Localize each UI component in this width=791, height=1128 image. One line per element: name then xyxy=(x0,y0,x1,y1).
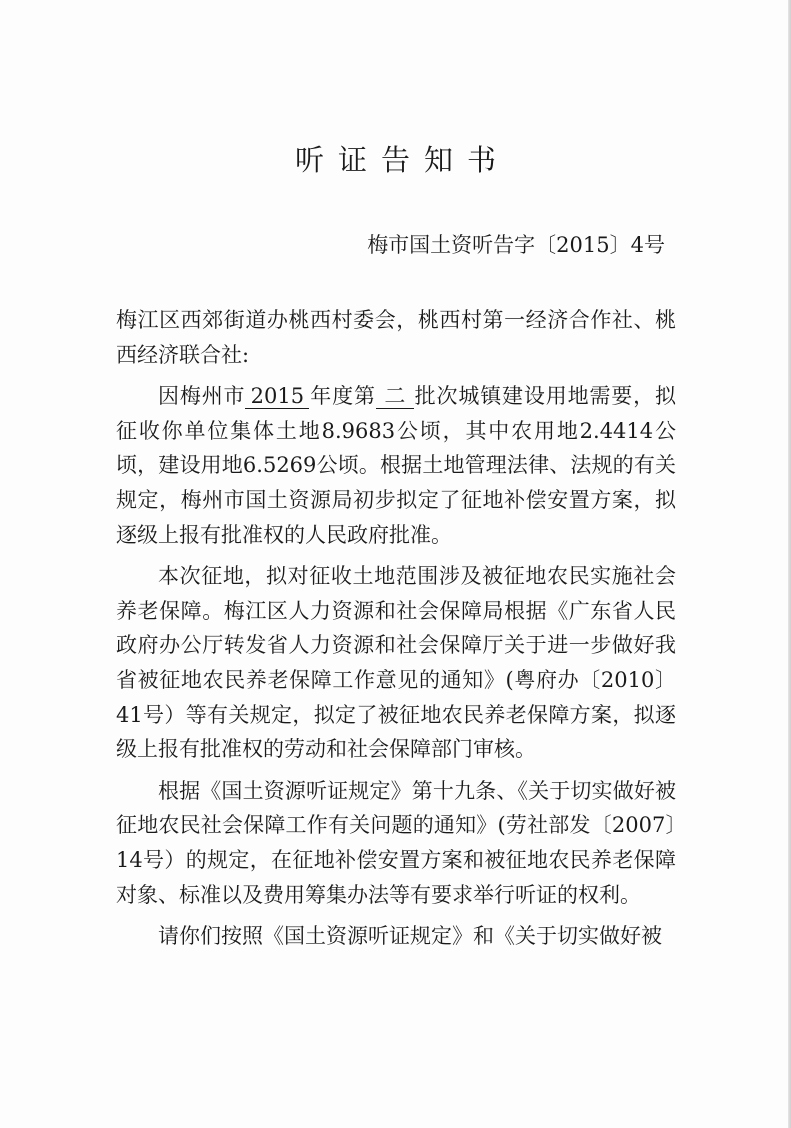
salutation: 梅江区西郊街道办桃西村委会，桃西村第一经济合作社、桃西经济联合社: xyxy=(116,308,676,367)
p1-mid: 年度第 xyxy=(309,384,376,409)
p1-rest: 批次城镇建设用地需要，拟征收你单位集体土地8.9683公顷，其中农用地2.4414公顷，建设用地6.5269公顷。根据土地管理法律、法规的有关规定，梅州市国土资源局初步拟定了征地补偿安置方案，拟逐级上报有批准权的人民政府批准。 xyxy=(116,384,677,547)
paragraph-3: 根据《国土资源听证规定》第十九条、《关于切实做好被征地农民社会保障工作有关问题的通知》(劳社部发〔2007〕14号）的规定，在征地补偿安置方案和被征地农民养老保障对象、标准以及费用筹集办法等有要求举行听证的权利。 xyxy=(116,778,676,907)
paragraph-4: 请你们按照《国土资源听证规定》和《关于切实做好被 xyxy=(158,924,662,949)
paragraph-2: 本次征地，拟对征收土地范围涉及被征地农民实施社会养老保障。梅江区人力资源和社会保障局根据《广东省人民政府办公厅转发省人力资源和社会保障厅关于进一步做好我省被征地农民养老保障工作意见的通知》(粤府办〔2010〕41号）等有关规定，拟定了被征地农民养老保障方案，拟逐级上报有批准权的劳动和社会保障部门审核。 xyxy=(116,564,676,762)
document-body xyxy=(116,303,676,961)
p1-prefix: 因梅州市 xyxy=(158,384,246,409)
p1-year-field: 2015 xyxy=(245,384,309,409)
document-title: 听证告知书 xyxy=(294,143,510,177)
document-number: 梅市国土资听告字〔2015〕4号 xyxy=(367,233,665,257)
p1-batch-field: 二 xyxy=(376,384,414,409)
paragraph-1 xyxy=(116,379,676,552)
